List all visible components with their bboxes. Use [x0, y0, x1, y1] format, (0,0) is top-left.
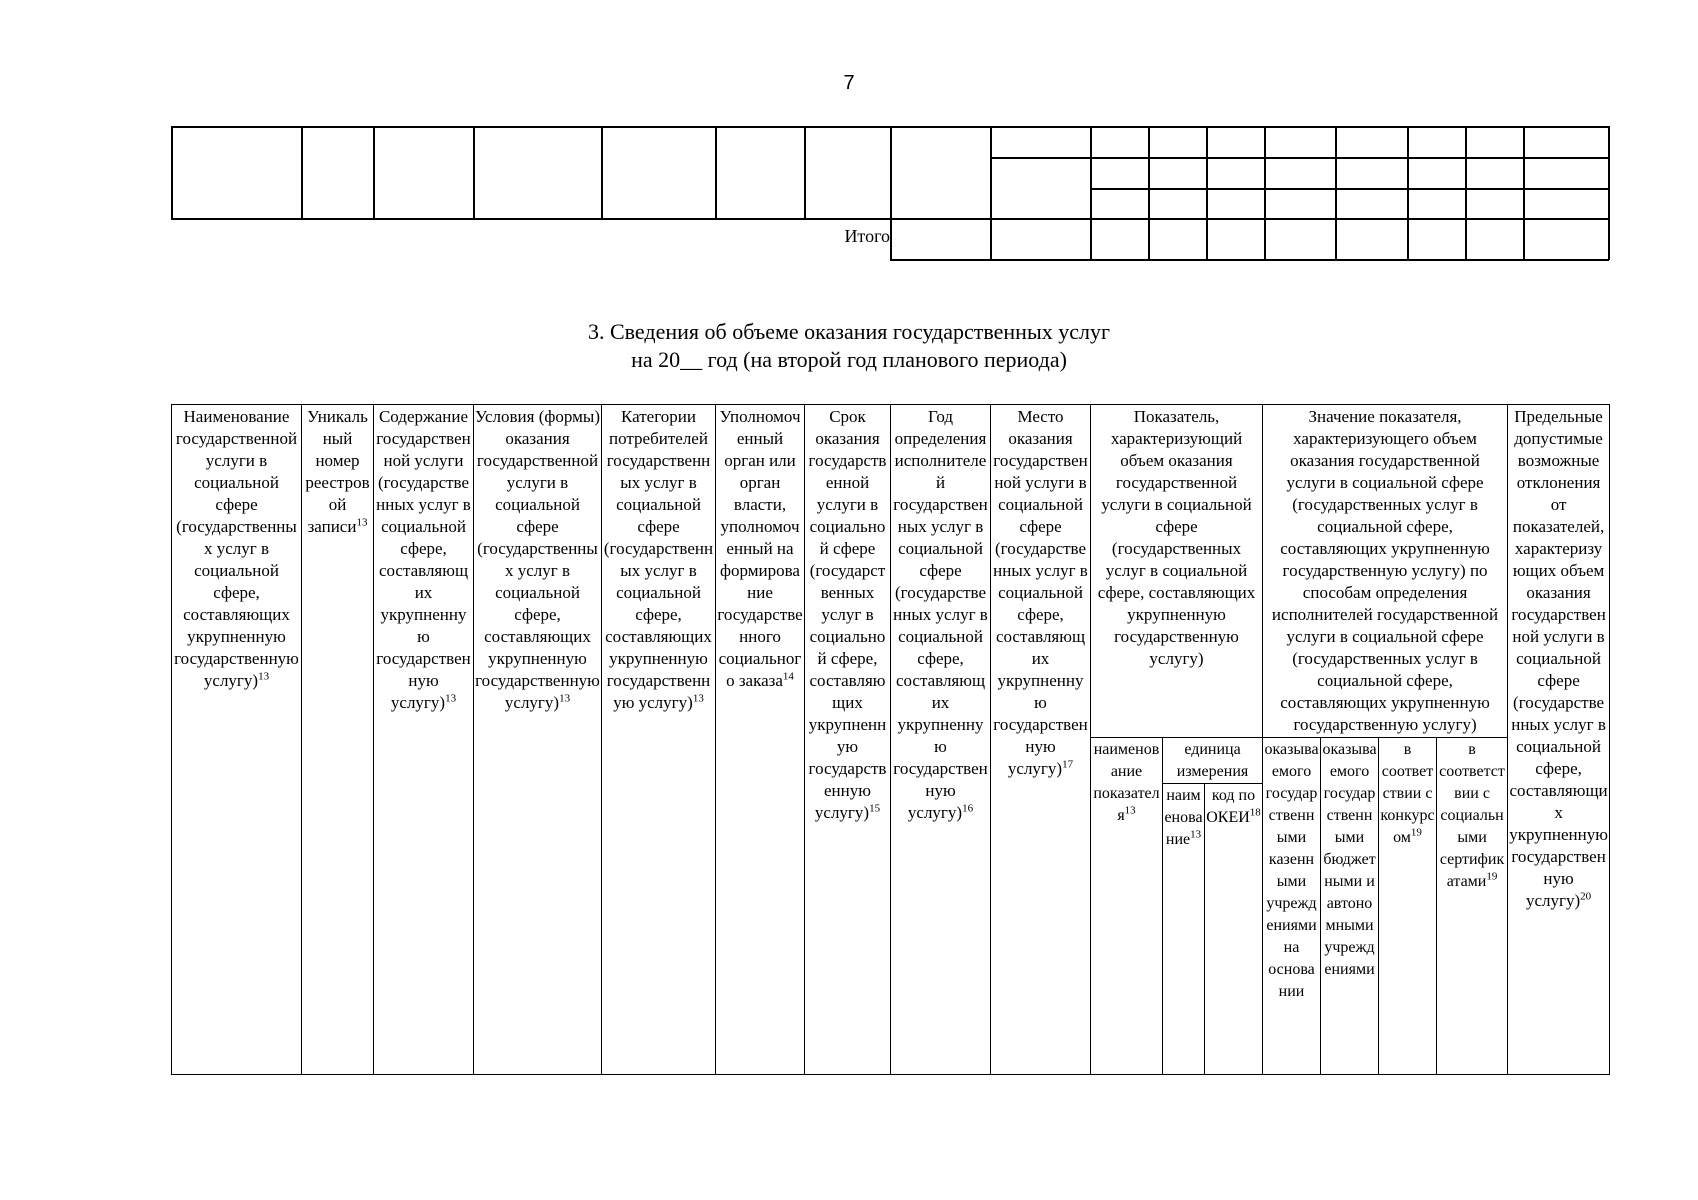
col-deviation: Предельные допустимые возможные отклонения от показателей, характеризующих объем оказания государственной услуги в социальной сфере (государственных услуг в социальной сфере, составляющих укрупненную государственную услугу)$^{20}$ [1508, 405, 1610, 1075]
itogo-label: Итого [844, 226, 890, 246]
col-term: Срок оказания государственной услуги в социальной сфере (государственных услуг в социальной сфере, составляющих укрупненную государственную услугу)$^{15}$ [805, 405, 891, 1075]
col-indicator-name: наименование показателя$^{13}$ [1091, 738, 1163, 1075]
col-service-name: Наименование государственной услуги в социальной сфере (государственных услуг в социальной сфере, составляющих укрупненную государственную услугу)$^{13}$ [172, 405, 302, 1075]
col-conditions: Условия (формы) оказания государственной услуги в социальной сфере (государственных услуг в социальной сфере, составляющих укрупненную государственную услугу)$^{13}$ [474, 405, 602, 1075]
col-unit-name: наименование$^{13}$ [1163, 784, 1205, 1075]
col-value-header: Значение показателя, характеризующего объем оказания государственной услуги в социальной сфере (государственных услуг в социальной сфере, составляющих укрупненную государственную услугу) по способам определения исполнителей государственной услуги в социальной сфере (государственных услуг в социальной сфере, составляющих укрупненную государственную услугу) [1263, 405, 1508, 738]
col-value-sertifikat: в соответствии с социальными сертификатами$^{19}$ [1437, 738, 1508, 1075]
col-unit-header: единица измерения [1163, 738, 1263, 784]
section-title-line1: 3. Сведения об объеме оказания государственных услуг [587, 319, 1110, 344]
col-content: Содержание государственной услуги (государственных услуг в социальной сфере, составляющих укрупненную государственную услугу)$^{13}$ [374, 405, 474, 1075]
page-number: 7 [843, 72, 855, 94]
section-title-line2: на 20__ год (на второй год планового периода) [631, 347, 1067, 372]
col-value-kazennye: оказываемого государственными казенными учреждениями на основании [1263, 738, 1321, 1075]
col-value-byudzhet: оказываемого государственными бюджетными и автономными учреждениями [1321, 738, 1379, 1075]
section-title [0, 318, 1698, 374]
col-registry-number: Уникальный номер реестровой записи$^{13}$ [302, 405, 374, 1075]
col-authorized-body: Уполномоченный орган или орган власти, уполномоченный на формирование государственного социального заказа$^{14}$ [716, 405, 805, 1075]
col-indicator-header: Показатель, характеризующий объем оказания государственной услуги в социальной сфере (государственных услуг в социальной сфере, составляющих укрупненную государственную услугу) [1091, 405, 1263, 738]
col-consumer-categories: Категории потребителей государственных услуг в социальной сфере (государственных услуг в социальной сфере, составляющих укрупненную государственную услугу)$^{13}$ [602, 405, 716, 1075]
col-place: Место оказания государственной услуги в социальной сфере (государственных услуг в социальной сфере, составляющих укрупненную государственную услугу)$^{17}$ [991, 405, 1091, 1075]
continuation-table [171, 126, 1609, 260]
col-unit-code: код по ОКЕИ$^{18}$ [1205, 784, 1263, 1075]
col-value-konkurs: в соответствии с конкурсом$^{19}$ [1379, 738, 1437, 1075]
col-year: Год определения исполнителей государственных услуг в социальной сфере (государственных услуг в социальной сфере, составляющих укрупненную государственную услугу)$^{16}$ [891, 405, 991, 1075]
services-volume-table [171, 404, 1610, 1075]
